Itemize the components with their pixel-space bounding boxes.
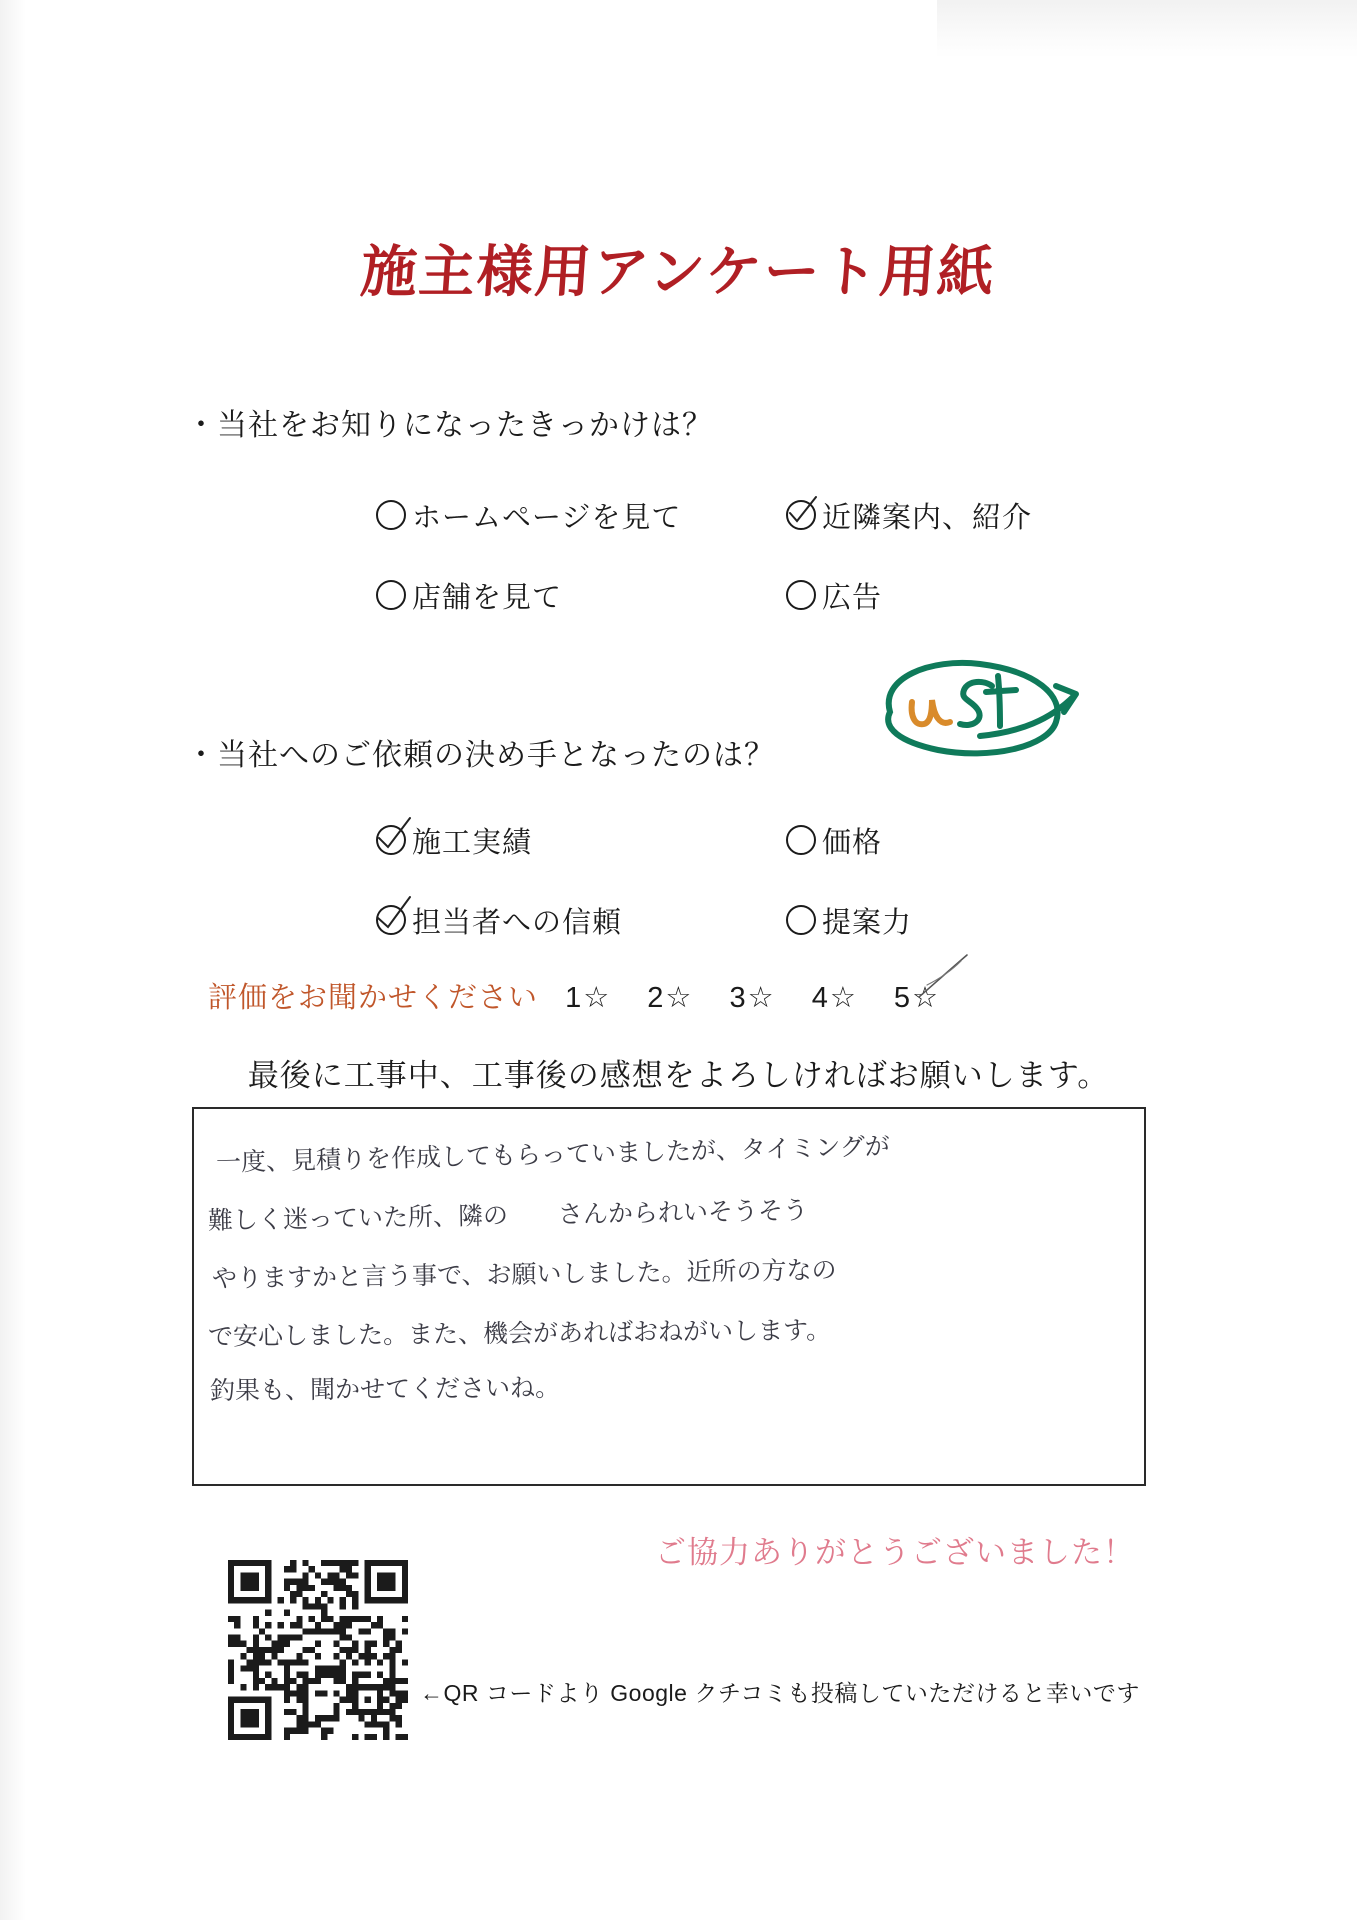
rating-handwritten-mark xyxy=(905,945,985,1025)
option-label: 価格 xyxy=(822,827,883,859)
radio-circle-proposal-ability[interactable] xyxy=(786,905,816,935)
option-label: 提案力 xyxy=(822,907,913,939)
option-label: 担当者への信頼 xyxy=(412,907,623,939)
option-label: ホームページを見て xyxy=(412,502,682,534)
rating-option-2[interactable]: 2☆ xyxy=(647,982,694,1014)
comment-box[interactable] xyxy=(192,1107,1146,1486)
rating-option-5[interactable]: 5☆ xyxy=(893,982,941,1014)
handwritten-line: 難しく迷っていた所、隣の さんかられいそうそう xyxy=(207,1195,809,1235)
rating-label: 評価をお聞かせください xyxy=(208,982,539,1014)
comment-prompt: 最後に工事中、工事後の感想をよろしければお願いします。 xyxy=(247,1058,1110,1093)
option-store-visit[interactable] xyxy=(376,575,562,616)
option-label: 店舗を見て xyxy=(412,582,563,614)
thank-you-message: ご協力ありがとうございました！ xyxy=(655,1535,1135,1570)
rating-row[interactable] xyxy=(208,975,966,1016)
option-trust-in-staff[interactable] xyxy=(376,900,622,941)
radio-circle-neighbor-referral[interactable] xyxy=(786,500,816,530)
question-2-prompt: ・当社へのご依頼の決め手となったのは？ xyxy=(186,739,775,772)
option-homepage[interactable] xyxy=(376,495,681,536)
rating-option-3[interactable]: 3☆ xyxy=(729,982,776,1014)
rating-option-1[interactable]: 1☆ xyxy=(565,982,612,1014)
radio-circle-construction-record[interactable] xyxy=(376,825,406,855)
option-proposal-ability[interactable] xyxy=(786,900,912,941)
option-price[interactable] xyxy=(786,820,882,861)
qr-code-icon[interactable] xyxy=(228,1560,408,1740)
option-advertisement[interactable] xyxy=(786,575,882,616)
handwritten-line: で安心しました。また、機会があればおねがいします。 xyxy=(207,1315,832,1351)
handwritten-swirl-annotation xyxy=(860,640,1100,780)
question-1-prompt: ・当社をお知りになったきっかけは？ xyxy=(186,409,713,442)
option-label: 施工実績 xyxy=(412,827,533,859)
option-neighbor-referral[interactable] xyxy=(786,495,1032,536)
handwritten-comment xyxy=(194,1109,1144,1484)
handwritten-line: 釣果も、聞かせてくださいね。 xyxy=(209,1372,561,1405)
qr-code-svg xyxy=(228,1560,408,1740)
radio-circle-homepage[interactable] xyxy=(376,500,406,530)
handwritten-line: やりますかと言う事で、お願いしました。近所の方なの xyxy=(211,1255,837,1293)
option-label: 近隣案内、紹介 xyxy=(822,502,1033,534)
option-label: 広告 xyxy=(822,582,883,614)
scan-artifact-top-right xyxy=(937,0,1357,58)
page-title: 施主様用アンケート用紙 xyxy=(358,240,998,305)
radio-circle-store-visit[interactable] xyxy=(376,580,406,610)
radio-circle-trust-in-staff[interactable] xyxy=(376,905,406,935)
handwritten-line: 一度、見積りを作成してもらっていましたが、タイミングが xyxy=(215,1131,891,1177)
radio-circle-price[interactable] xyxy=(786,825,816,855)
radio-circle-advertisement[interactable] xyxy=(786,580,816,610)
option-construction-record[interactable] xyxy=(376,820,532,861)
rating-option-4[interactable]: 4☆ xyxy=(811,982,858,1014)
qr-caption: ←QR コードより Google クチコミも投稿していただけると幸いです xyxy=(420,1680,1140,1706)
